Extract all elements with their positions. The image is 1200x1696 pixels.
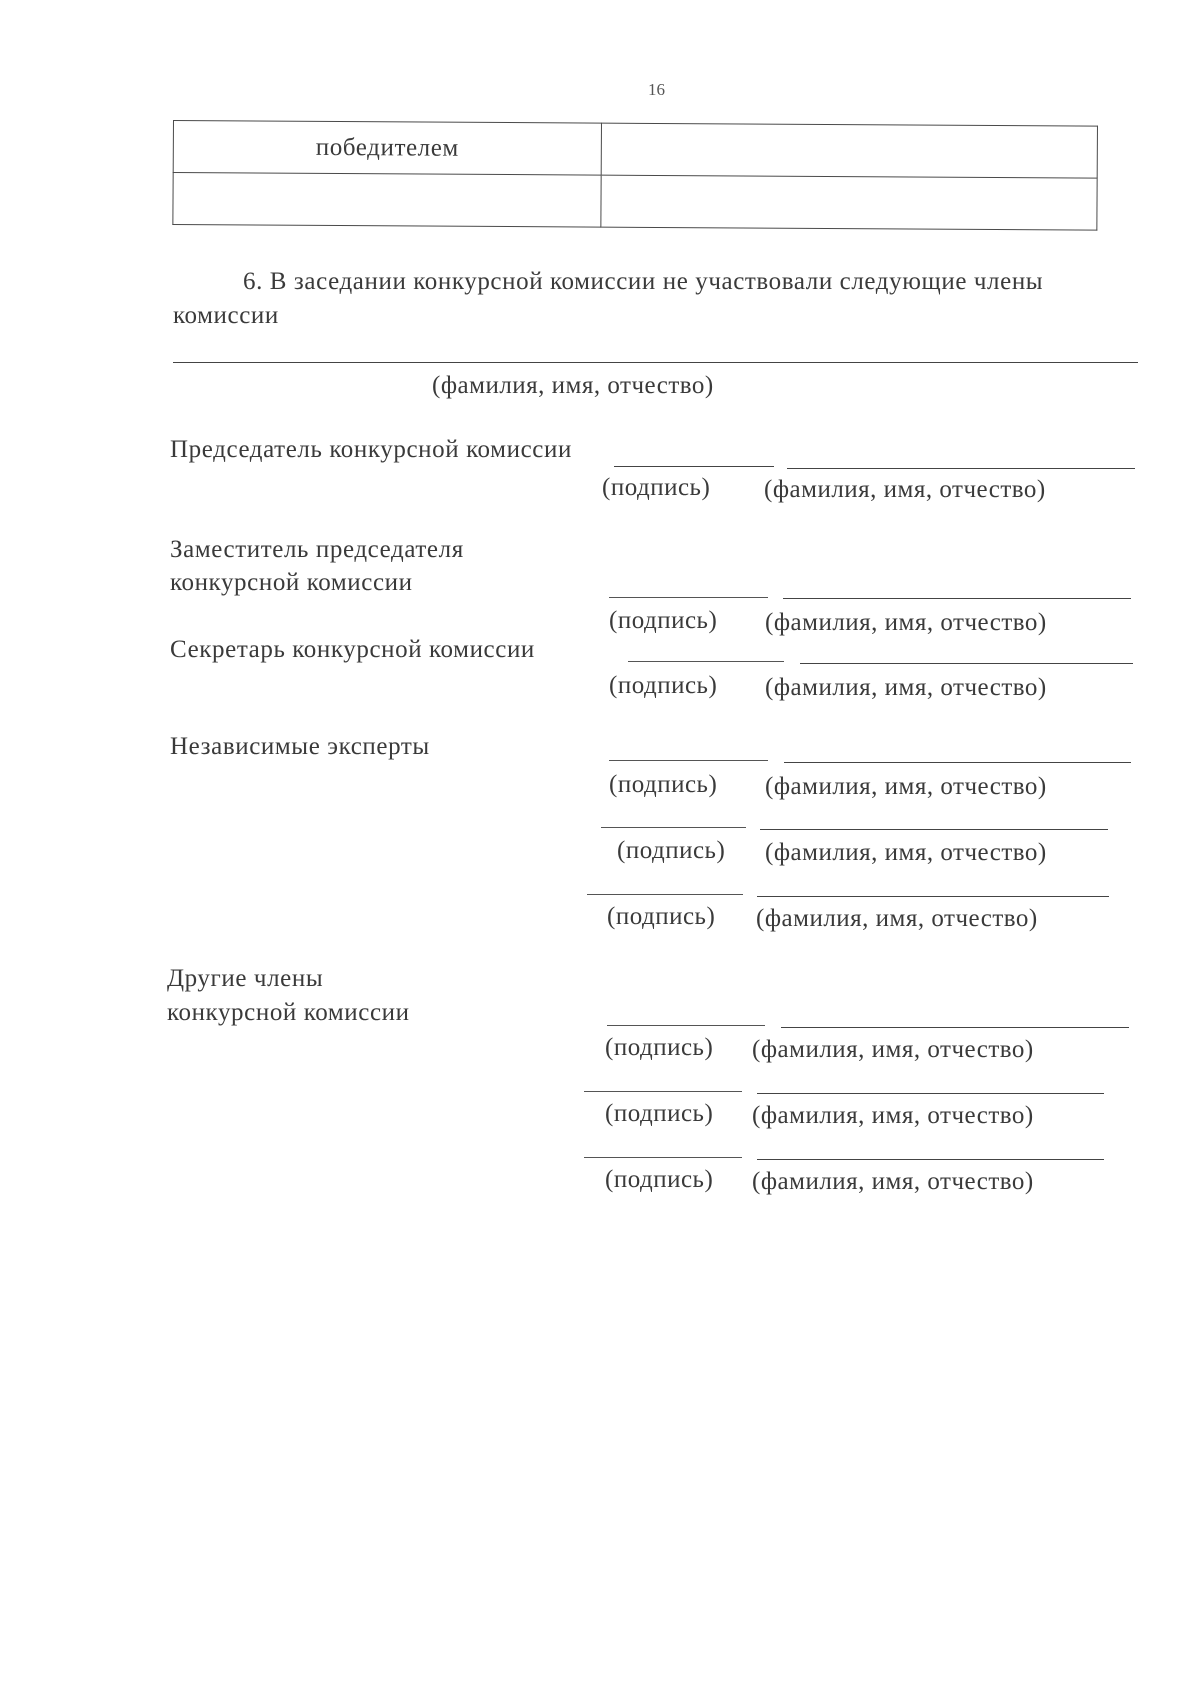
table-row [173, 121, 1097, 179]
experts-label: Независимые эксперты [170, 733, 430, 760]
absent-members-caption: (фамилия, имя, отчество) [432, 372, 714, 399]
name-caption: (фамилия, имя, отчество) [752, 1036, 1034, 1063]
name-line [781, 1027, 1129, 1028]
name-caption: (фамилия, имя, отчество) [765, 609, 1047, 636]
name-caption: (фамилия, имя, отчество) [756, 905, 1038, 932]
signature-line [609, 760, 768, 761]
name-caption: (фамилия, имя, отчество) [765, 674, 1047, 701]
signature-line [609, 597, 768, 598]
table-cell [173, 173, 601, 228]
signature-line [614, 466, 774, 467]
signature-caption: (подпись) [607, 903, 716, 930]
signature-caption: (подпись) [605, 1034, 714, 1061]
name-line [800, 663, 1133, 664]
page-number: 16 [648, 80, 665, 99]
absent-members-line [173, 362, 1138, 363]
signature-caption: (подпись) [617, 837, 726, 864]
signature-line [584, 1091, 742, 1092]
deputy-label-line2: конкурсной комиссии [170, 569, 413, 596]
name-caption: (фамилия, имя, отчество) [752, 1168, 1034, 1195]
table-row [173, 173, 1097, 231]
name-line [757, 896, 1109, 897]
signature-line [584, 1157, 742, 1158]
table-cell [601, 123, 1097, 178]
signature-caption: (подпись) [609, 771, 718, 798]
name-line [784, 762, 1131, 763]
name-caption: (фамилия, имя, отчество) [752, 1102, 1034, 1129]
table-cell [601, 175, 1097, 230]
secretary-label: Секретарь конкурсной комиссии [170, 636, 535, 663]
signature-line [607, 1025, 765, 1026]
name-line [760, 829, 1108, 830]
section6-text-line1: 6. В заседании конкурсной комиссии не участвовали следующие члены [243, 268, 1044, 295]
continuation-table [172, 120, 1098, 231]
name-line [783, 598, 1131, 599]
signature-caption: (подпись) [605, 1166, 714, 1193]
signature-caption: (подпись) [609, 672, 718, 699]
signature-caption: (подпись) [605, 1100, 714, 1127]
signature-line [601, 827, 746, 828]
name-caption: (фамилия, имя, отчество) [765, 839, 1047, 866]
chair-label: Председатель конкурсной комиссии [170, 436, 572, 463]
name-line [757, 1093, 1104, 1094]
signature-line [628, 661, 784, 662]
name-line [757, 1159, 1104, 1160]
signature-line [587, 894, 743, 895]
deputy-label-line1: Заместитель председателя [170, 536, 464, 563]
signature-caption: (подпись) [609, 607, 718, 634]
others-label-line1: Другие члены [167, 965, 324, 992]
section6-text-line2: комиссии [173, 302, 279, 329]
name-line [787, 468, 1135, 469]
name-caption: (фамилия, имя, отчество) [765, 773, 1047, 800]
others-label-line2: конкурсной комиссии [167, 999, 410, 1026]
table-cell: победителем [173, 121, 601, 176]
name-caption: (фамилия, имя, отчество) [764, 476, 1046, 503]
signature-caption: (подпись) [602, 474, 711, 501]
